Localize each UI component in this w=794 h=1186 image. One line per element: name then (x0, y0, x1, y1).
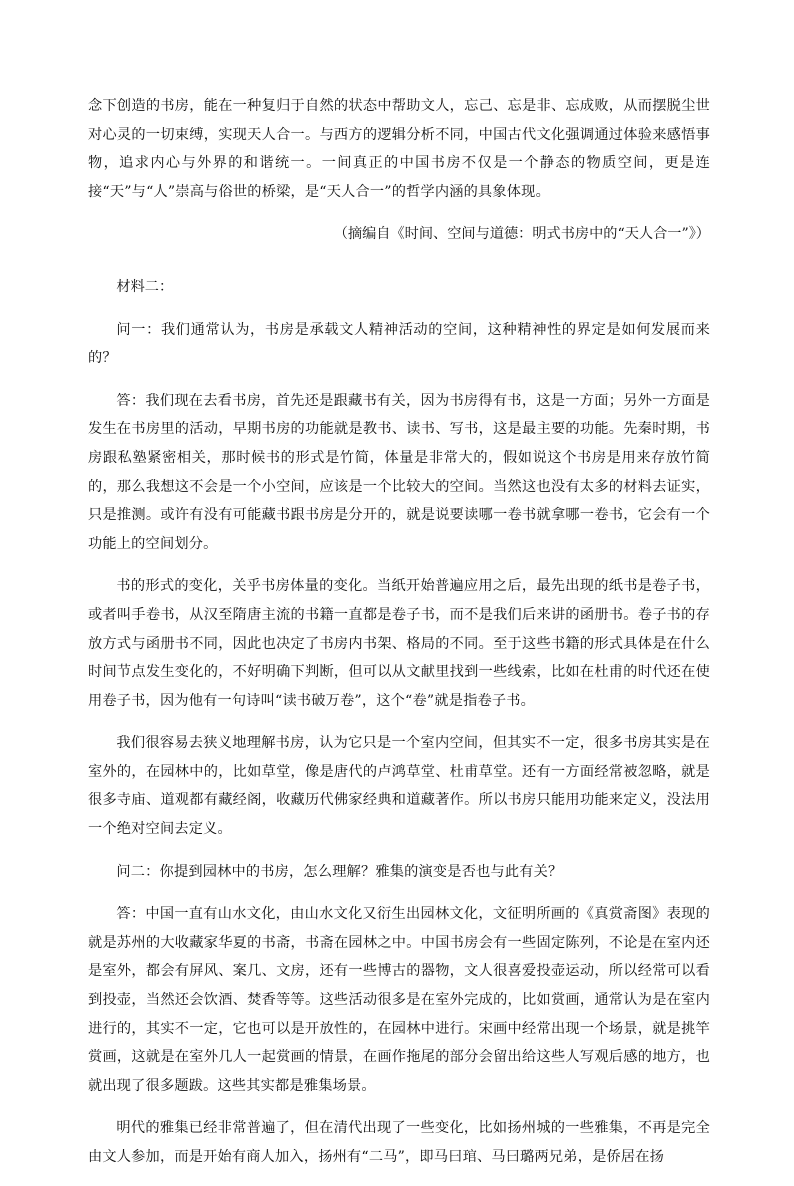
source-citation: （摘编自《时间、空间与道德：明式书房中的“天人合一”》） (333, 226, 710, 243)
body-paragraph: 念下创造的书房，能在一种复归于自然的状态中帮助文人，忘己、忘是非、忘成败，从而摆脱尘世对心灵的一切束缚，实现天人合一。与西方的逻辑分析不同，中国古代文化强调通过体验来感悟事物，追求内心与外界的和谐统一。一间真正的中国书房不仅是一个静态的物质空间，更是连接“天”与“人”崇高与俗世的桥梁，是“天人合一”的哲学内涵的具象体现。 (88, 98, 710, 200)
answer-one-paragraph: 答：我们现在去看书房，首先还是跟藏书有关，因为书房得有书，这是一方面；另外一方面是发生在书房里的活动，早期书房的功能就是教书、读书、写书，这是最主要的功能。先秦时期，书房跟私塾紧密相关，那时候书的形式是竹简，体量是非常大的，假如说这个书房是用来存放竹简的，那么我想这不会是一个小空间，应该是一个比较大的空间。当然这也没有太多的材料去证实，只是推测。或许有没有可能藏书跟书房是分开的，就是说要读哪一卷书就拿哪一卷书，它会有一个功能上的空间划分。 (88, 392, 710, 552)
document-page (88, 92, 710, 1186)
section-heading: 材料二： (116, 278, 174, 295)
body-paragraph: 书的形式的变化，关乎书房体量的变化。当纸开始普遍应用之后，最先出现的纸书是卷子书，或者叫手卷书，从汉至隋唐主流的书籍一直都是卷子书，而不是我们后来讲的函册书。卷子书的存放方式与函册书不同，因此也决定了书房内书架、格局的不同。至于这些书籍的形式具体是在什么时间节点发生变化的，不好明确下判断，但可以从文献里找到一些线索，比如在杜甫的时代还在使用卷子书，因为他有一句诗叫“读书破万卷”，这个“卷”就是指卷子书。 (88, 578, 710, 709)
question-one: 问一：我们通常认为，书房是承载文人精神活动的空间，这种精神性的界定是如何发展而来的？ (88, 321, 710, 367)
body-paragraph: 我们很容易去狭义地理解书房，认为它只是一个室内空间，但其实不一定，很多书房其实是在室外的，在园林中的，比如草堂，像是唐代的卢鸿草堂、杜甫草堂。还有一方面经常被忽略，就是很多寺庙、道观都有藏经阁，收藏历代佛家经典和道藏著作。所以书房只能用功能来定义，没法用一个绝对空间去定义。 (88, 735, 710, 838)
question-two: 问二：你提到园林中的书房，怎么理解？雅集的演变是否也与此有关？ (116, 863, 563, 880)
body-paragraph: 明代的雅集已经非常普遍了，但在清代出现了一些变化，比如扬州城的一些雅集，不再是完全由文人参加，而是开始有商人加入，扬州有“二马”，即马曰琯、马曰璐两兄弟，是侨居在扬 (88, 1120, 710, 1165)
answer-two-paragraph: 答：中国一直有山水文化，由山水文化又衍生出园林文化，文征明所画的《真赏斋图》表现的就是苏州的大收藏家华夏的书斋，书斋在园林之中。中国书房会有一些固定陈列，不论是在室内还是室外，都会有屏风、案几、文房，还有一些博古的器物，文人很喜爱投壶运动，所以经常可以看到投壶，当然还会饮酒、焚香等等。这些活动很多是在室外完成的，比如赏画，通常认为是在室内进行的，其实不一定，它也可以是开放性的，在园林中进行。宋画中经常出现一个场景，就是挑竿赏画，这就是在室外几人一起赏画的情景，在画作拖尾的部分会留出给这些人写观后感的地方，也就出现了很多题跋。这些其实都是雅集场景。 (88, 906, 710, 1094)
